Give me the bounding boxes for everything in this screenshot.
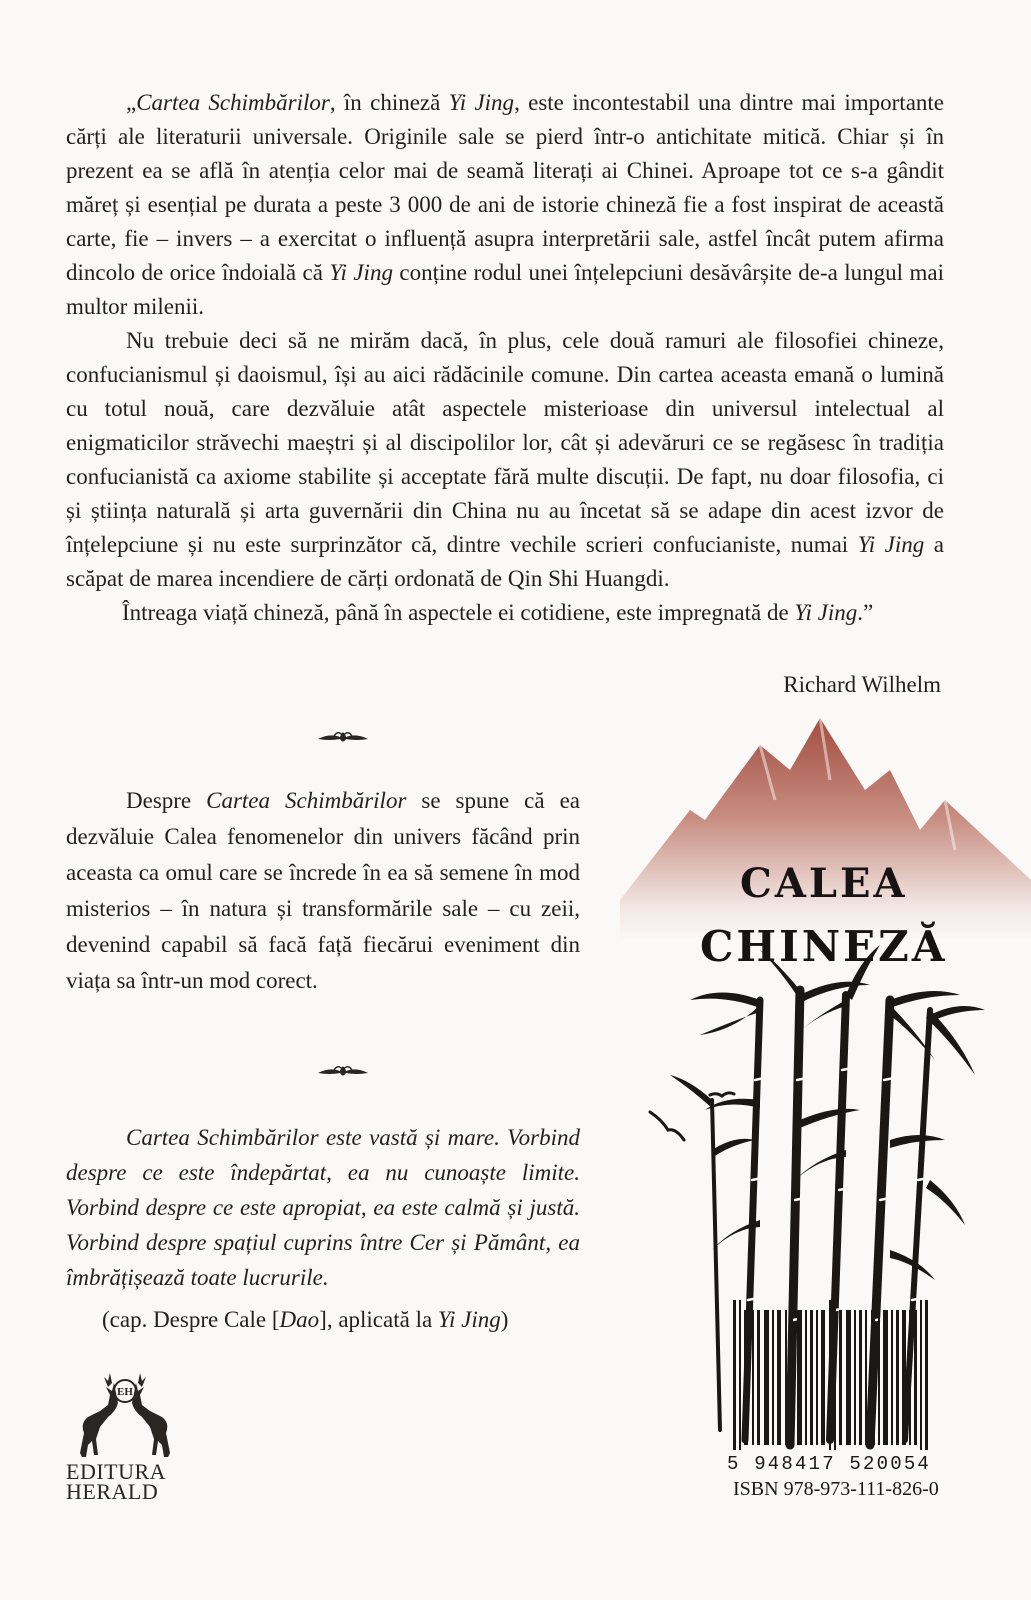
series-title-line-1: CALEA	[740, 860, 908, 907]
series-title-line-2: CHINEZĂ	[700, 922, 948, 971]
publisher-name	[66, 1459, 196, 1504]
text-run: )	[500, 1307, 509, 1332]
quote-author: Richard Wilhelm	[783, 672, 941, 697]
description-paragraph	[66, 783, 580, 999]
italic-text-run: Dao	[279, 1307, 320, 1332]
book-description	[66, 783, 580, 999]
text-run: „	[126, 90, 137, 115]
italic-text-run: Yi Jing	[448, 90, 515, 115]
text-run: Nu trebuie deci să ne mirăm dacă, în plus, cele două ramuri ale filosofiei chineze, confucianismul și daoismul, își au aici rădăcinile comune. Din cartea aceasta emană o lumină cu totul nouă, care dezvăluie atât aspectele misterioase din universul intelectual al enigmaticilor străvechi maeștri și al discipolilor lor, cât și adevăruri ce se regăsesc în tradiția confucianistă ca axiome stabilite și acceptate fără multe discuții. De fapt, nu doar filosofia, ci și știința naturală și arta guvernării din China nu au încetat să se adape din acest izvor de înțelepciune și nu este surprinzător că, dintre vechile scrieri confucianiste, numai	[66, 328, 944, 557]
text-run: Întreaga viață chineză, până în aspectele ei cotidiene, este impregnată de	[122, 600, 795, 625]
isbn-number: ISBN 978-973-111-826-0	[733, 1478, 939, 1500]
text-run: , în chineză	[329, 90, 449, 115]
text-run: Despre	[126, 788, 207, 813]
text-run: .”	[857, 600, 874, 625]
text-run: conține rodul unei înțelepciuni desăvârșite de-a lungul mai multor milenii.	[66, 260, 944, 319]
publisher-line-2: HERALD	[66, 1479, 159, 1504]
barcode-digits: 5 948417 520054	[727, 1453, 932, 1475]
citation-text: Cartea Schimbărilor este vastă și mare. Vorbind despre ce este îndepărtat, ea nu cunoaște limite. Vorbind despre ce este apropiat, ea este calmă și justă. Vorbind despre spațiul cuprins între Cer și Pământ, ea îmbrățișează toate lucrurile.	[66, 1125, 580, 1290]
italic-text-run: Yi Jing	[794, 600, 858, 625]
italic-text-run: Yi Jing	[329, 260, 393, 285]
text-run: ], aplicată la	[319, 1307, 438, 1332]
italic-text-run: Cartea Schimbărilor	[206, 788, 407, 813]
italic-text-run: Cartea Schimbărilor	[136, 90, 330, 115]
yi-jing-citation	[66, 1120, 580, 1295]
quote-paragraph-3	[66, 596, 944, 630]
wilhelm-quote	[66, 86, 944, 630]
text-run: (cap. Despre Cale [	[102, 1307, 280, 1332]
text-run: se spune că ea dezvăluie Calea fenomenelor din univers făcând prin aceasta ca omul care se încrede în ea să semene în mod misterios – în natura și transformările sale – cu zeii, devenind capabil să facă față fiecărui eveniment din viața sa într-un mod corect.	[66, 788, 581, 993]
bamboo-leaves	[670, 945, 985, 1280]
series-artwork	[600, 700, 1031, 1480]
logo-monogram: EH	[117, 1386, 133, 1398]
italic-text-run: Yi Jing	[857, 532, 925, 557]
lotus-ornament-icon	[316, 1059, 370, 1079]
quote-paragraph-1	[66, 86, 944, 324]
quote-paragraph-2	[66, 324, 944, 596]
text-run: , este incontestabil una dintre mai importante cărți ale literaturii universale. Originile sale se pierd într-o antichitate mitică. Chiar și în prezent ea se află în atenția celor mai de seamă literați ai Chinei. Aproape tot ce s-a gândit măreț și esențial pe durata a peste 3 000 de ani de istorie chineză fie a fost inspirat de această carte, fie – invers – a exercitat o influență asupra interpretării sale, astfel încât putem afirma dincolo de orice îndoială că	[66, 90, 944, 285]
citation-source	[102, 1303, 582, 1337]
text-run: a scăpat de marea incendiere de cărți ordonată de Qin Shi Huangdi.	[66, 532, 944, 591]
lotus-ornament-icon	[316, 725, 370, 745]
barcode-bars	[733, 1300, 928, 1450]
italic-text-run: Yi Jing	[437, 1307, 501, 1332]
publisher-line-1: EDITURA	[66, 1459, 167, 1484]
birds-icon	[650, 1093, 734, 1140]
